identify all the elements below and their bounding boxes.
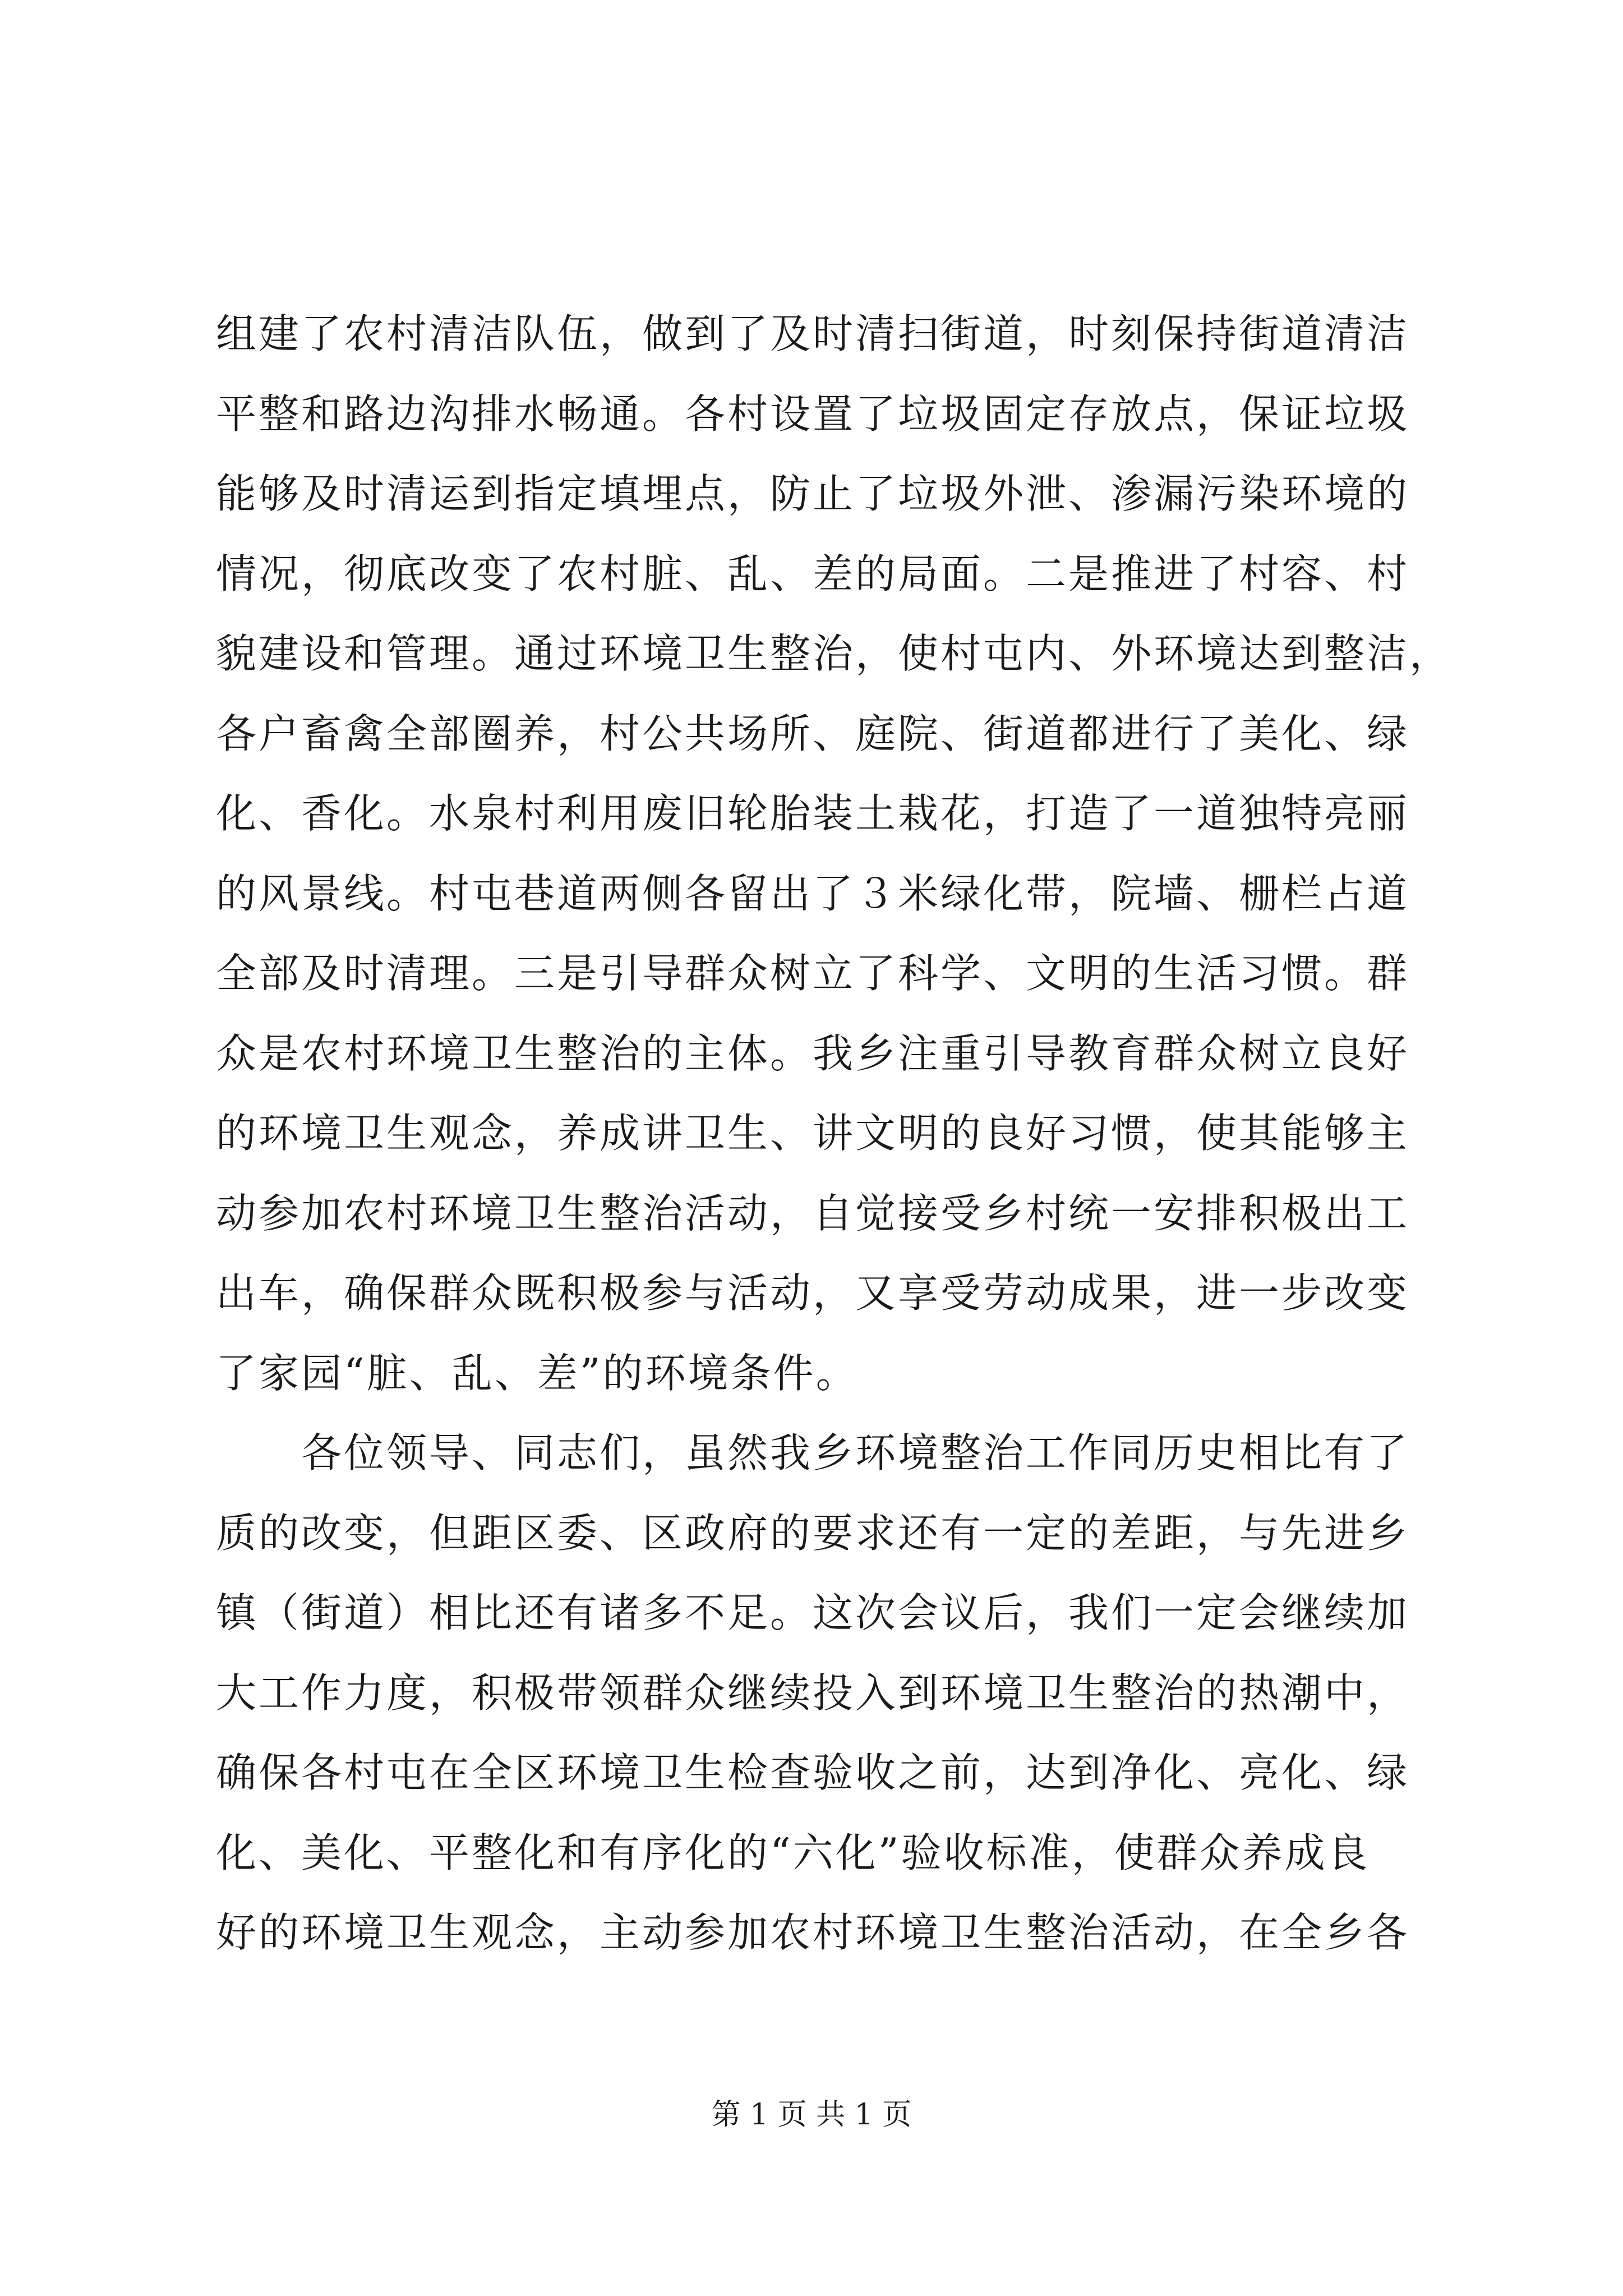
text-line: 动参加农村环境卫生整治活动，自觉接受乡村统一安排积极出工 <box>216 1189 1410 1237</box>
text-line: 了家园“脏、乱、差”的环境条件。 <box>216 1349 859 1397</box>
text-line: 好的环境卫生观念，主动参加农村环境卫生整治活动，在全乡各 <box>216 1909 1410 1956</box>
text-line: 情况，彻底改变了农村脏、乱、差的局面。二是推进了村容、村 <box>216 550 1410 597</box>
text-line: 能够及时清运到指定填埋点，防止了垃圾外泄、渗漏污染环境的 <box>216 470 1410 517</box>
text-line: 大工作力度，积极带领群众继续投入到环境卫生整治的热潮中， <box>216 1669 1410 1717</box>
text-line: 组建了农村清洁队伍，做到了及时清扫街道，时刻保持街道清洁 <box>216 310 1410 357</box>
text-line: 各户畜禽全部圈养，村公共场所、庭院、街道都进行了美化、绿 <box>216 710 1410 757</box>
text-line: 化、香化。水泉村利用废旧轮胎装土栽花，打造了一道独特亮丽 <box>216 790 1410 837</box>
text-line: 质的改变，但距区委、区政府的要求还有一定的差距，与先进乡 <box>216 1509 1410 1557</box>
text-line: 平整和路边沟排水畅通。各村设置了垃圾固定存放点，保证垃圾 <box>216 390 1410 438</box>
text-line: 确保各村屯在全区环境卫生检查验收之前，达到净化、亮化、绿 <box>216 1749 1410 1796</box>
page-footer: 第 1 页 共 1 页 <box>711 2098 912 2132</box>
text-line: 的风景线。村屯巷道两侧各留出了３米绿化带，院墙、栅栏占道 <box>216 869 1410 917</box>
text-line: 化、美化、平整化和有序化的“六化”验收标准，使群众养成良 <box>216 1829 1370 1876</box>
text-line: 全部及时清理。三是引导群众树立了科学、文明的生活习惯。群 <box>216 950 1410 997</box>
text-line: 的环境卫生观念，养成讲卫生、讲文明的良好习惯，使其能够主 <box>216 1110 1410 1157</box>
text-line: 貌建设和管理。通过环境卫生整治，使村屯内、外环境达到整洁， <box>216 630 1453 677</box>
text-line: 出车，确保群众既积极参与活动，又享受劳动成果，进一步改变 <box>216 1269 1410 1317</box>
text-line: 众是农村环境卫生整治的主体。我乡注重引导教育群众树立良好 <box>216 1029 1410 1077</box>
text-line: 镇（街道）相比还有诸多不足。这次会议后，我们一定会继续加 <box>216 1589 1410 1636</box>
text-line: 各位领导、同志们，虽然我乡环境整治工作同历史相比有了 <box>216 1429 1410 1476</box>
